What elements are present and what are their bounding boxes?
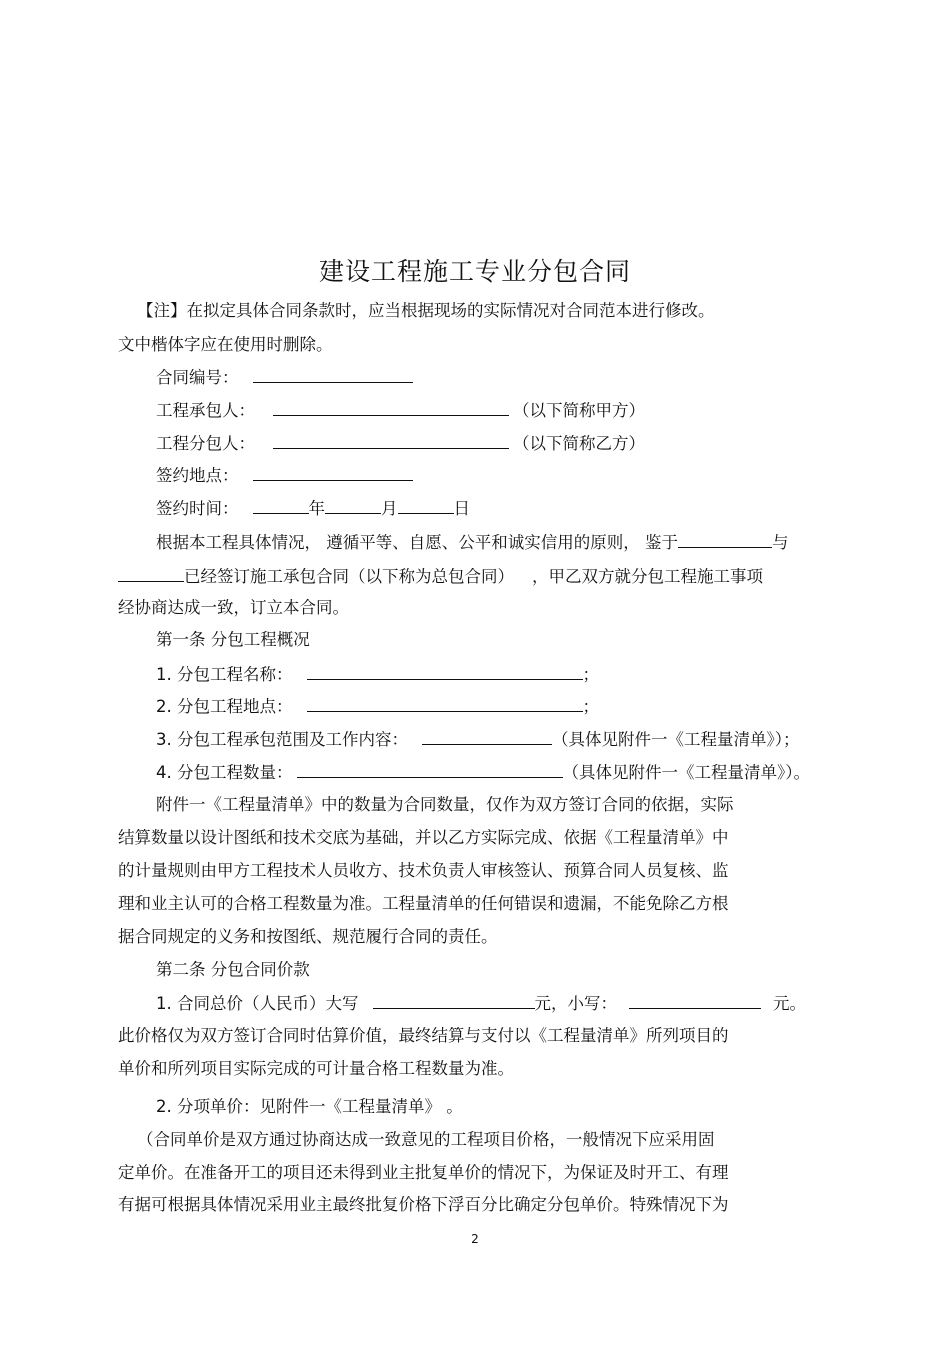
article-2-para-line: 定单价。在准备开工的项目还未得到业主批复单价的情况下，为保证及时开工、有理 xyxy=(118,1163,729,1182)
contractor-suffix: （以下简称甲方） xyxy=(513,401,645,420)
total-price-mid: 元，小写： xyxy=(534,994,617,1013)
article-1-para-line: 结算数量以设计图纸和技术交底为基础，并以乙方实际完成、依据《工程量清单》中 xyxy=(118,828,729,847)
article-2-para-line: 有据可根据具体情况采用业主最终批复价格下浮百分比确定分包单价。特殊情况下为 xyxy=(118,1195,729,1214)
subcontractor-label: 工程分包人： xyxy=(156,434,255,453)
year-blank xyxy=(253,497,309,514)
total-price-words-blank xyxy=(373,992,535,1009)
contractor-label: 工程承包人： xyxy=(156,401,255,420)
item-4-blank xyxy=(297,761,563,778)
article-1-item-3 xyxy=(156,728,800,751)
preamble-blank-1 xyxy=(678,531,772,548)
sign-time-label: 签约时间： xyxy=(156,499,239,518)
article-2-item-1-line: 单价和所列项目实际完成的可计量合格工程数量为准。 xyxy=(118,1059,514,1078)
note-line-2: 文中楷体字应在使用时删除。 xyxy=(118,335,333,354)
article-2-heading: 第二条 分包合同价款 xyxy=(156,960,310,979)
preamble-text-1b: 与 xyxy=(772,533,789,552)
sign-place-row xyxy=(156,464,413,487)
contract-no-blank xyxy=(253,366,413,383)
preamble-line-3: 经协商达成一致，订立本合同。 xyxy=(118,598,349,617)
article-1-heading: 第一条 分包工程概况 xyxy=(156,630,310,649)
total-price-end: 元。 xyxy=(773,994,806,1013)
article-2-item-1-line: 此价格仅为双方签订合同时估算价值，最终结算与支付以《工程量清单》所列项目的 xyxy=(118,1026,729,1045)
total-price-figures-blank xyxy=(629,992,761,1009)
month-blank xyxy=(325,497,381,514)
day-blank xyxy=(398,497,454,514)
article-1-para-line: 附件一《工程量清单》中的数量为合同数量，仅作为双方签订合同的依据，实际 xyxy=(156,795,734,814)
day-label: 日 xyxy=(453,499,470,518)
preamble-text-1a: 根据本工程具体情况， 遵循平等、自愿、公平和诚实信用的原则， 鉴于 xyxy=(156,533,678,552)
article-1-para-line: 的计量规则由甲方工程技术人员收方、技术负责人审核签认、预算合同人员复核、监 xyxy=(118,861,729,880)
preamble-line-1 xyxy=(156,531,789,554)
article-1-para-line: 理和业主认可的合格工程数量为准。工程量清单的任何错误和遗漏，不能免除乙方根 xyxy=(118,894,729,913)
item-2-end: ； xyxy=(582,697,599,716)
contract-no-label: 合同编号： xyxy=(156,368,239,387)
preamble-blank-2 xyxy=(118,565,184,582)
item-3-label: 3. 分包工程承包范围及工作内容： xyxy=(156,730,408,749)
sign-place-label: 签约地点： xyxy=(156,466,239,485)
item-1-blank xyxy=(307,663,583,680)
item-4-label: 4. 分包工程数量： xyxy=(156,763,293,782)
article-1-para-line: 据合同规定的义务和按图纸、规范履行合同的责任。 xyxy=(118,927,498,946)
subcontractor-row xyxy=(156,432,645,455)
month-label: 月 xyxy=(381,499,398,518)
item-1-label: 1. 分包工程名称： xyxy=(156,665,293,684)
preamble-line-2 xyxy=(118,565,763,588)
contractor-blank xyxy=(273,399,509,416)
contract-no-row xyxy=(156,366,413,389)
subcontractor-suffix: （以下简称乙方） xyxy=(513,434,645,453)
preamble-text-2a: 已经签订施工承包合同（以下称为总包合同） xyxy=(184,567,514,586)
note-line-1: 【注】在拟定具体合同条款时，应当根据现场的实际情况对合同范本进行修改。 xyxy=(137,301,715,320)
article-2-item-2: 2. 分项单价：见附件一《工程量清单》 。 xyxy=(156,1097,463,1116)
item-1-end: ； xyxy=(582,665,599,684)
page-number: 2 xyxy=(471,1232,479,1246)
article-2-para-line: （合同单价是双方通过协商达成一致意见的工程项目价格，一般情况下应采用固 xyxy=(137,1130,715,1149)
contractor-row xyxy=(156,399,645,422)
page-title: 建设工程施工专业分包合同 xyxy=(318,257,631,286)
sign-time-row xyxy=(156,497,470,520)
item-2-label: 2. 分包工程地点： xyxy=(156,697,293,716)
preamble-text-2b: ，甲乙双方就分包工程施工事项 xyxy=(532,567,763,586)
year-label: 年 xyxy=(308,499,325,518)
item-4-end: （具体见附件一《工程量清单》）。 xyxy=(562,763,810,782)
sign-place-blank xyxy=(253,464,413,481)
article-1-item-4 xyxy=(156,761,810,784)
item-2-blank xyxy=(307,695,583,712)
total-price-label: 1. 合同总价（人民币）大写 xyxy=(156,994,359,1013)
subcontractor-blank xyxy=(273,432,509,449)
article-1-item-1 xyxy=(156,663,599,686)
article-1-item-2 xyxy=(156,695,599,718)
item-3-end: （具体见附件一《工程量清单》）； xyxy=(552,730,800,749)
article-2-item-1 xyxy=(156,992,806,1015)
item-3-blank xyxy=(422,728,552,745)
